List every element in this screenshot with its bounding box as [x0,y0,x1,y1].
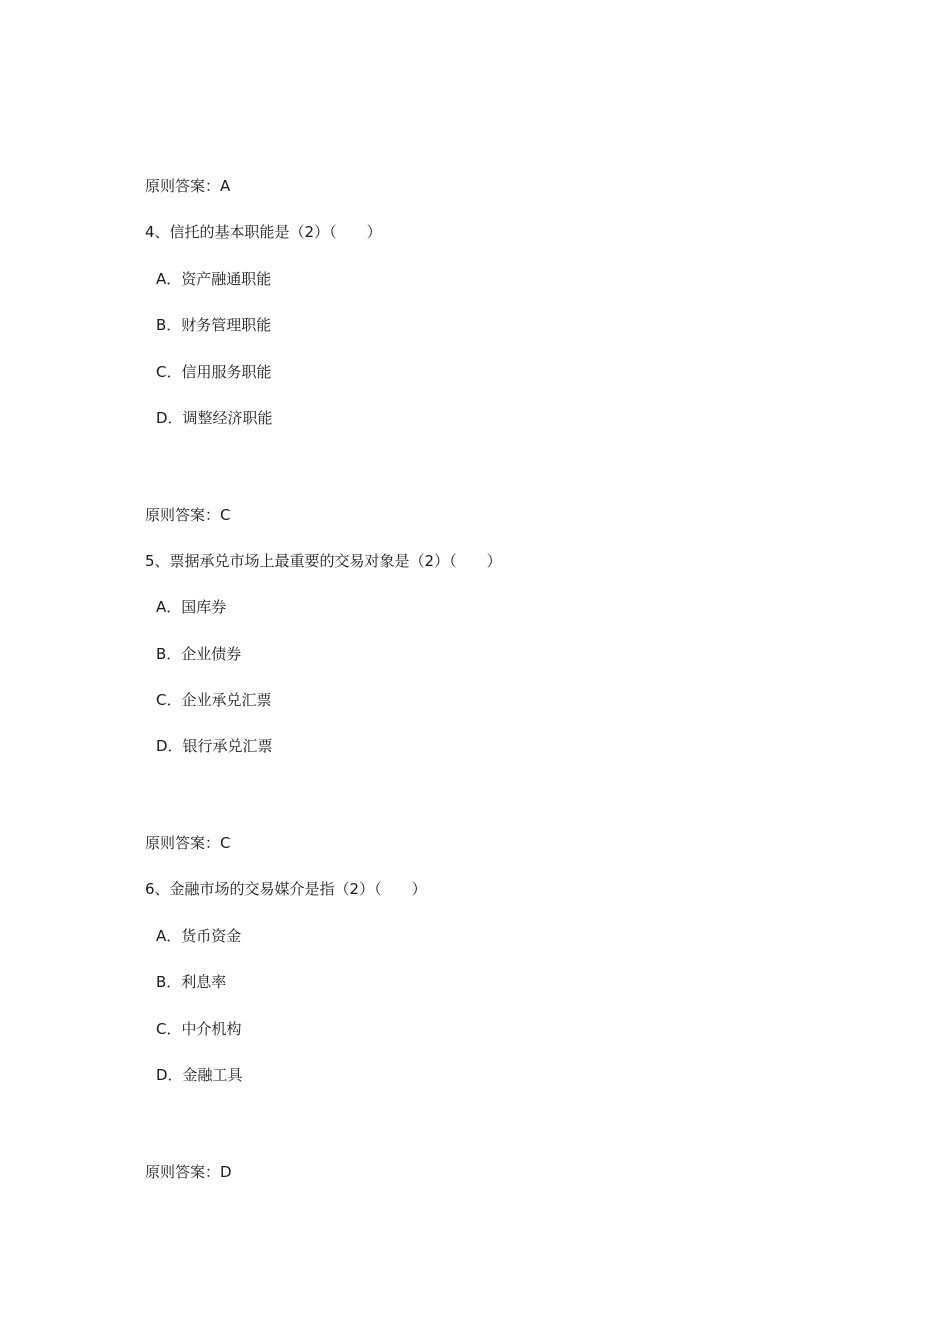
question-5: 5、票据承兑市场上最重要的交易对象是（2）（ ） [145,552,502,570]
option-6c: C．中介机构 [156,1020,242,1038]
answer-q4: 原则答案：C [145,506,231,524]
option-5c: C．企业承兑汇票 [156,691,272,709]
option-4c: C．信用服务职能 [156,363,272,381]
question-4: 4、信托的基本职能是（2）（ ） [145,223,382,241]
option-5d: D．银行承兑汇票 [156,737,273,755]
option-4a: A．资产融通职能 [156,270,272,288]
option-6b: B．利息率 [156,973,227,991]
option-6a: A．货币资金 [156,927,242,945]
option-4b: B．财务管理职能 [156,316,272,334]
question-6: 6、金融市场的交易媒介是指（2）（ ） [145,880,427,898]
answer-q6: 原则答案：D [145,1163,232,1181]
option-6d: D．金融工具 [156,1066,243,1084]
answer-q5: 原则答案：C [145,834,231,852]
answer-q3: 原则答案：A [145,177,231,195]
option-4d: D．调整经济职能 [156,409,273,427]
option-5b: B．企业债券 [156,645,242,663]
option-5a: A．国库券 [156,598,227,616]
